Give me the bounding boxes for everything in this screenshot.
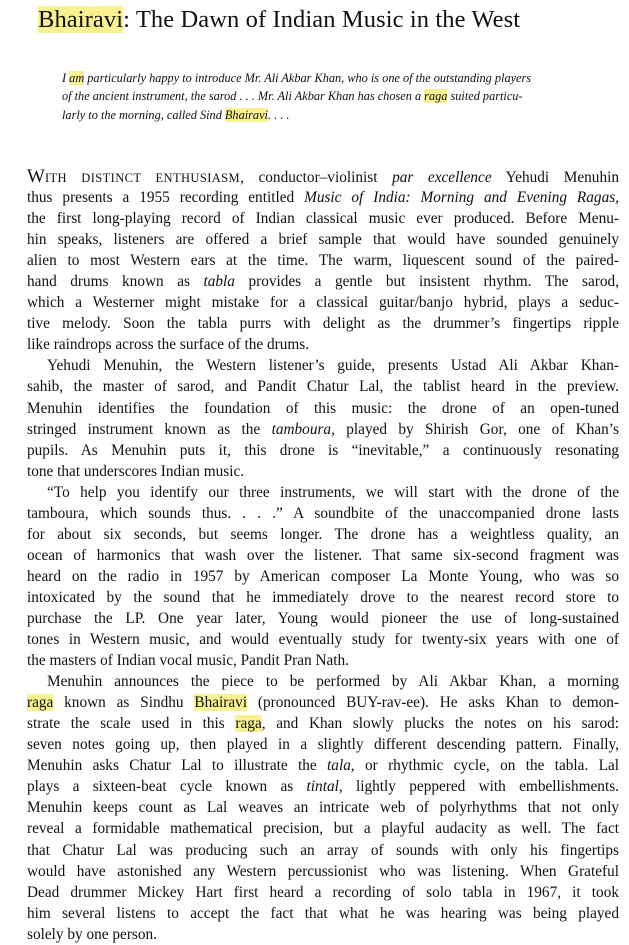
- text-run: Menuhin keeps count as Lal weaves an intricate web of polyrhythms that not only: [27, 799, 619, 817]
- text-run: of the ancient instrument, the sarod . . . Mr. Ali Akbar Khan has chosen a: [62, 89, 425, 104]
- text-line: [27, 482, 619, 503]
- text-run: reveal a formidable mathematical precision, but a playful audacity as well. The fact: [27, 820, 619, 838]
- text-line: [27, 355, 619, 376]
- text-line: [27, 671, 619, 692]
- text-line: [27, 229, 619, 250]
- text-line: [27, 692, 619, 713]
- text-line: [27, 271, 619, 292]
- text-line: [27, 503, 619, 524]
- text-line: [27, 313, 619, 334]
- text-line: [27, 166, 619, 187]
- text-run: alien to most Western ears at the time. The warm, liquescent sound of the paired-: [27, 252, 619, 270]
- text-run: , and Khan slowly plucks the notes on his sarod:: [261, 715, 619, 733]
- text-run: for about six seconds, but seems longer. The drone has a weightless quality, an: [27, 525, 619, 543]
- text-run: the masters of Indian vocal music, Pandit Pran Nath.: [27, 652, 350, 670]
- text-run: him several listens to accept the fact that what he was hearing was being played: [27, 904, 619, 922]
- text-run: Menuhin announces the piece to be performed by Ali Akbar Khan, a morning: [47, 673, 619, 691]
- text-run: lightly peppered with embellishments.: [342, 778, 619, 796]
- text-line: [27, 524, 619, 545]
- text-run: sahib, the master of sarod, and Pandit Chatur Lal, the tablist heard in the preview.: [27, 378, 619, 396]
- text-line: [27, 461, 619, 482]
- text-run: tive melody. Soon the tabla purrs with delight as the drummer’s fingertips ripple: [27, 315, 619, 333]
- text-line: [27, 250, 619, 271]
- text-line: [27, 882, 619, 903]
- epigraph-line: [62, 106, 607, 124]
- text-line: [27, 566, 619, 587]
- text-line: [27, 797, 619, 818]
- text-run: hand drums known as: [27, 273, 204, 291]
- highlighted-word: raga: [424, 89, 448, 104]
- italic-term: tabla: [203, 273, 235, 291]
- epigraph-quote: [62, 69, 607, 124]
- title-rest: : The Dawn of Indian Music in the West: [123, 6, 521, 33]
- text-run: that Chatur Lal was producing such an array of sounds with only his fingertips: [27, 841, 619, 859]
- text-run: Menuhin identifies the foundation of this music: the drone of an open-tuned: [27, 399, 619, 417]
- text-line: [27, 818, 619, 839]
- text-line: [27, 924, 619, 945]
- title-highlight: Bhairavi: [38, 6, 124, 33]
- text-run: heard on the radio in 1957 by American composer La Monte Young, who was so: [27, 567, 619, 585]
- text-run: seven notes going up, then played in a slightly different descending pattern. Finally,: [27, 736, 619, 754]
- text-run: provides a gentle but insistent rhythm. The sarod,: [234, 273, 619, 291]
- text-line: [27, 587, 619, 608]
- text-line: [27, 776, 619, 797]
- highlighted-word: Bhairavi: [194, 694, 248, 712]
- text-line: [27, 608, 619, 629]
- text-line: [27, 208, 619, 229]
- text-line: [27, 398, 619, 419]
- italic-term: tamboura,: [271, 420, 335, 438]
- highlighted-word: raga: [235, 715, 262, 733]
- text-run: thus presents a 1955 recording entitled: [27, 189, 305, 207]
- drop-cap: W: [27, 166, 45, 187]
- italic-term: tala,: [327, 757, 355, 775]
- text-line: [27, 376, 619, 397]
- text-run: the first long-playing record of Indian classical music ever produced. Before Menu-: [27, 210, 619, 228]
- text-run: plays a sixteen-beat cycle known as: [27, 778, 307, 796]
- text-run: played by Shirish Gor, one of Khan’s: [334, 420, 620, 438]
- text-line: [27, 734, 619, 755]
- text-line: [27, 187, 619, 208]
- text-line: [27, 545, 619, 566]
- text-line: [27, 334, 619, 355]
- text-line: [27, 440, 619, 461]
- text-line: [27, 840, 619, 861]
- text-line: [27, 755, 619, 776]
- chapter-title: [38, 6, 623, 34]
- text-line: [27, 629, 619, 650]
- text-run: . . . .: [267, 107, 290, 122]
- text-line: [27, 419, 619, 440]
- italic-term: par excellence: [392, 169, 492, 186]
- text-run: (pronounced BUY-rav-ee). He asks Khan to demon-: [247, 694, 619, 712]
- text-run: purchase the LP. One year later, Young would pioneer the use of long-sustained: [27, 609, 619, 627]
- text-line: [27, 292, 619, 313]
- text-run: pupils. As Menuhin puts it, this drone is “inevitable,” a continuously resonating: [27, 441, 619, 459]
- text-run: larly to the morning, called Sind: [62, 107, 225, 122]
- text-run: solely by one person.: [27, 925, 158, 943]
- highlighted-word: raga: [27, 694, 54, 712]
- text-run: particularly happy to introduce Mr. Ali Akbar Khan, who is one of the outstanding players: [84, 71, 532, 85]
- small-caps-run: ITH DISTINCT ENTHUSIASM: [44, 171, 241, 185]
- text-run: suited particu-: [447, 89, 523, 104]
- text-run: would have astonished any Western percussionist who was listening. When Grateful: [27, 862, 619, 880]
- text-run: Menuhin asks Chatur Lal to illustrate the: [27, 757, 328, 775]
- text-run: tones in Western music, and would eventually study for twenty-six years with one of: [27, 631, 619, 649]
- highlighted-word: Bhairavi: [224, 107, 268, 122]
- text-run: Yehudi Menuhin, the Western listener’s guide, presents Ustad Ali Akbar Khan-: [47, 357, 619, 375]
- text-run: Yehudi Menuhin: [491, 169, 620, 186]
- body-text: [27, 166, 619, 945]
- text-run: hin speaks, listeners are offered a brief sample that would have sounded genuinely: [27, 231, 619, 249]
- epigraph-line: [62, 69, 607, 87]
- text-run: tamboura, which sounds thus. . . .” A soundbite of the unaccompanied drone lasts: [27, 504, 619, 522]
- text-run: , conductor–violinist: [240, 169, 393, 186]
- text-run: strate the scale used in this: [27, 715, 236, 733]
- text-run: Dead drummer Mickey Hart first heard a recording of solo tabla in 1967, it took: [27, 883, 619, 901]
- text-line: [27, 861, 619, 882]
- italic-term: Music of India: Morning and Evening Ragas,: [304, 189, 619, 207]
- text-run: stringed instrument known as the: [27, 420, 272, 438]
- text-run: I: [62, 71, 70, 85]
- text-run: or rhythmic cycle, on the tabla. Lal: [354, 757, 619, 775]
- text-run: “To help you identify our three instruments, we will start with the drone of the: [47, 483, 619, 501]
- text-run: ocean of harmonics that wash over the listener. That same six-second fragment was: [27, 546, 619, 564]
- highlighted-word: am: [69, 71, 85, 85]
- italic-term: tintal,: [306, 778, 343, 796]
- text-run: like raindrops across the surface of the drums.: [27, 336, 310, 354]
- text-line: [27, 650, 619, 671]
- text-run: tone that underscores Indian music.: [27, 462, 245, 480]
- text-run: known as Sindhu: [53, 694, 195, 712]
- text-run: intoxicated by the sound that he immediately drove to the nearest record store to: [27, 588, 619, 606]
- epigraph-line: [62, 87, 607, 105]
- text-line: [27, 903, 619, 924]
- text-line: [27, 713, 619, 734]
- text-run: which a Westerner might mistake for a classical guitar/banjo hybrid, plays a seduc-: [27, 294, 619, 312]
